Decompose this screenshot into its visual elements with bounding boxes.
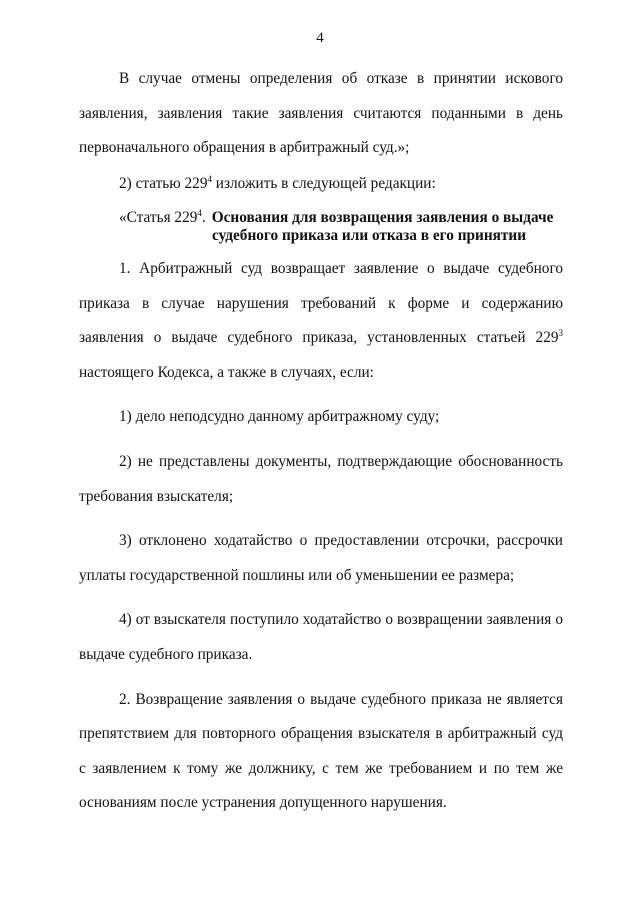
article-number-superscript: 4 [197, 207, 202, 218]
clause-1 [79, 252, 563, 390]
page-number: 4 [316, 30, 324, 46]
article-body [79, 252, 563, 821]
article-title-line-1: Основания для возвращения заявления о выдаче [211, 209, 554, 226]
item-2-superscript: 4 [207, 173, 212, 184]
article-title-line-2: судебного приказа или отказа в его принятии [212, 227, 527, 244]
intro-paragraph: В случае отмены определения об отказе в принятии искового заявления, заявления такие заявления считаются поданными в день первоначального обращения в арбитражный суд.»; [79, 70, 563, 157]
clause-2: 2. Возвращение заявления о выдаче судебного приказа не является препятствием для повторного обращения взыскателя в арбитражный суд с заявлением к тому же должнику, с тем же требованием и по тем же основаниям после устранения допущенного нарушения. [79, 690, 563, 812]
clause-1-text: 1. Арбитражный суд возвращает заявление о выдаче судебного приказа в случае нарушения требований к форме и содержанию заявления о выдаче судебного приказа, установленных статьей 229 [79, 260, 563, 347]
article-number: «Статья $229^4$. [119, 207, 206, 226]
article-heading [119, 209, 563, 245]
subitem-3: 3) отклонено ходатайство о предоставлении отсрочки, рассрочки уплаты государственной пошлины или об уменьшении ее размера; [79, 532, 563, 584]
clause-1-text-end: настоящего Кодекса, а также в случаях, если: [79, 363, 374, 381]
intro-block [79, 62, 563, 201]
clause-1-superscript: 3 [558, 328, 563, 339]
subitem-4: 4) от взыскателя поступило ходатайство о возвращении заявления о выдаче судебного приказа. [79, 611, 563, 663]
subitem-2: 2) не представлены документы, подтверждающие обоснованность требования взыскателя; [79, 452, 563, 505]
item-2-text-end: изложить в следующей редакции: [211, 174, 436, 192]
item-2-paragraph [79, 167, 563, 202]
subitem-1: 1) дело неподсудно данному арбитражному суду; [119, 408, 440, 426]
item-2-text: 2) статью 229 [119, 174, 208, 192]
